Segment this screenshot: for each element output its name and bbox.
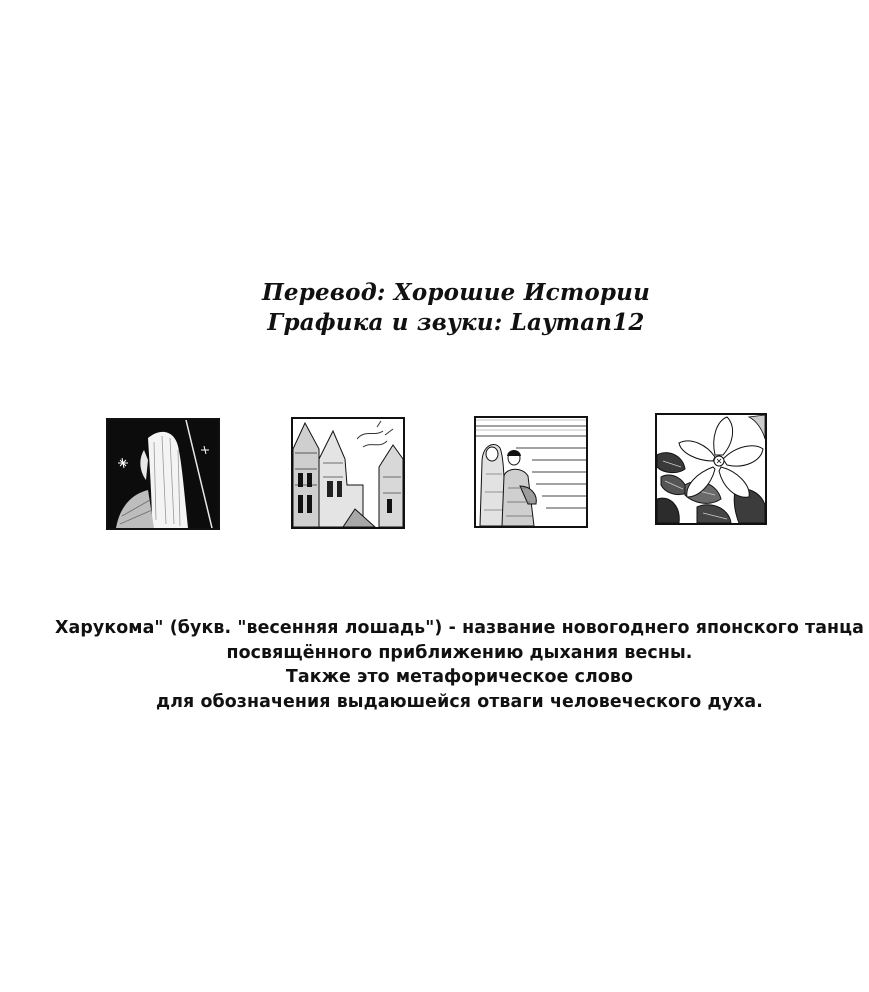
thumbnail-gothic-towers: [291, 417, 405, 529]
thumbnail-two-figures: [474, 416, 588, 528]
white-flower-illustration: [657, 415, 765, 523]
note-line-2: посвящённого приближению дыхания весны.: [226, 642, 693, 663]
thumbnail-figure-night: [106, 418, 220, 530]
two-figures-illustration: [476, 418, 586, 526]
note-line-4: для обозначения выдаюшейся отваги человеческого духа.: [156, 691, 763, 712]
figure-night-illustration: [108, 420, 218, 528]
graphics-credit: Графика и звуки: Layman12: [267, 309, 645, 336]
thumbnail-white-flower: [655, 413, 767, 525]
note-line-1: Харукома" (букв. "весенняя лошадь") - название новогоднего японского танца: [55, 618, 864, 638]
translation-credit: Перевод: Хорошие Истории: [261, 279, 651, 306]
gothic-towers-illustration: [293, 419, 403, 527]
dance-note: [0, 616, 869, 714]
note-line-3: Также это метафорическое слово: [285, 667, 634, 687]
